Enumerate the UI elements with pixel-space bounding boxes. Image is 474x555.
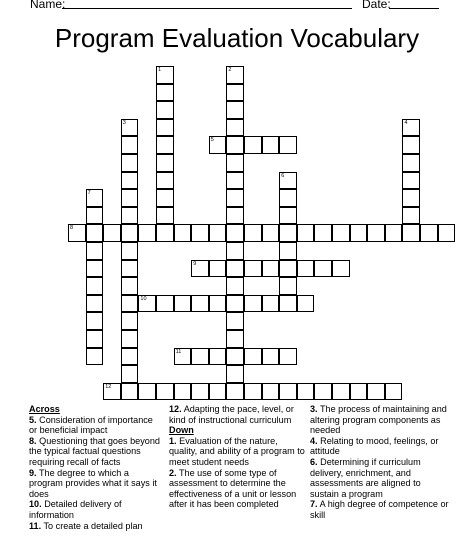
- crossword-cell[interactable]: [314, 224, 332, 242]
- crossword-cell[interactable]: [332, 260, 350, 278]
- crossword-cell[interactable]: [191, 224, 209, 242]
- crossword-cell[interactable]: [174, 348, 192, 366]
- crossword-cell[interactable]: [121, 154, 139, 172]
- crossword-cell[interactable]: [314, 260, 332, 278]
- crossword-cell[interactable]: [191, 383, 209, 401]
- crossword-cell[interactable]: [121, 119, 139, 137]
- crossword-cell[interactable]: [402, 189, 420, 207]
- clue-number: 4: [404, 119, 408, 126]
- clue-number: 2: [228, 67, 232, 73]
- crossword-cell[interactable]: [244, 224, 262, 242]
- crossword-cell[interactable]: [121, 172, 139, 190]
- name-line[interactable]: [62, 8, 352, 9]
- clue-down-4: 4. Relating to mood, feelings, or attitude: [310, 435, 439, 457]
- crossword-cell[interactable]: [350, 224, 368, 242]
- crossword-cell[interactable]: [279, 242, 297, 260]
- crossword-cell[interactable]: [367, 224, 385, 242]
- crossword-cell[interactable]: [385, 224, 403, 242]
- crossword-cell[interactable]: [279, 277, 297, 295]
- clue-number: 10: [140, 295, 147, 302]
- crossword-cell[interactable]: [297, 383, 315, 401]
- crossword-cell[interactable]: [226, 84, 244, 102]
- crossword-cell[interactable]: [156, 224, 174, 242]
- crossword-cell[interactable]: [262, 136, 280, 154]
- crossword-cell[interactable]: [209, 224, 227, 242]
- crossword-cell[interactable]: [156, 119, 174, 137]
- crossword-cell[interactable]: [174, 295, 192, 313]
- crossword-cell[interactable]: [402, 224, 420, 242]
- clue-number: 9: [193, 260, 197, 267]
- clues-column-1: [29, 404, 163, 531]
- crossword-cell[interactable]: [226, 101, 244, 119]
- crossword-cell[interactable]: [68, 224, 86, 242]
- crossword-cell[interactable]: [103, 224, 121, 242]
- crossword-cell[interactable]: [279, 383, 297, 401]
- clue-down-2: 2. The use of some type of assessment to determine the effectiveness of a unit or lesson after it has been completed: [169, 467, 297, 510]
- crossword-cell[interactable]: [156, 295, 174, 313]
- crossword-cell[interactable]: [121, 383, 139, 401]
- crossword-cell[interactable]: [156, 172, 174, 190]
- crossword-cell[interactable]: [226, 119, 244, 137]
- crossword-cell[interactable]: [262, 260, 280, 278]
- crossword-cell[interactable]: [138, 383, 156, 401]
- crossword-cell[interactable]: [279, 295, 297, 313]
- crossword-cell[interactable]: [121, 295, 139, 313]
- clue-across-12: 12. Adapting the pace, level, or kind of instructional curriculum: [169, 404, 294, 425]
- crossword-cell[interactable]: [121, 260, 139, 278]
- crossword-cell[interactable]: [121, 136, 139, 154]
- crossword-cell[interactable]: [226, 242, 244, 260]
- crossword-cell[interactable]: [121, 312, 139, 330]
- crossword-cell[interactable]: [314, 383, 332, 401]
- date-label: Date:: [362, 0, 391, 11]
- clue-number: 7: [87, 190, 91, 197]
- crossword-cell[interactable]: [332, 224, 350, 242]
- name-label: Name:: [30, 0, 66, 11]
- crossword-cell[interactable]: [86, 295, 104, 313]
- crossword-cell[interactable]: [402, 172, 420, 190]
- crossword-cell[interactable]: [209, 260, 227, 278]
- crossword-cell[interactable]: [156, 84, 174, 102]
- crossword-cell[interactable]: [191, 260, 209, 278]
- crossword-cell[interactable]: [226, 365, 244, 383]
- crossword-cell[interactable]: [156, 154, 174, 172]
- crossword-cell[interactable]: [156, 207, 174, 225]
- crossword-cell[interactable]: [226, 136, 244, 154]
- crossword-cell[interactable]: [209, 295, 227, 313]
- crossword-cell[interactable]: [121, 348, 139, 366]
- clue-down-1: 1. Evaluation of the nature, quality, and ability of a program to meet student needs: [169, 435, 305, 467]
- crossword-cell[interactable]: [279, 189, 297, 207]
- crossword-cell[interactable]: [279, 348, 297, 366]
- crossword-cell[interactable]: [297, 295, 315, 313]
- crossword-cell[interactable]: [156, 383, 174, 401]
- crossword-cell[interactable]: [174, 224, 192, 242]
- crossword-cell[interactable]: [262, 383, 280, 401]
- clue-number: 3: [122, 119, 126, 126]
- crossword-cell[interactable]: [385, 383, 403, 401]
- crossword-cell[interactable]: [332, 383, 350, 401]
- clue-number: 8: [70, 225, 74, 232]
- crossword-cell[interactable]: [262, 295, 280, 313]
- clue-across-9: 9. The degree to which a program provides what it says it does: [29, 467, 157, 499]
- clues-column-2: [169, 404, 305, 510]
- crossword-cell[interactable]: [138, 224, 156, 242]
- crossword-cell[interactable]: [121, 189, 139, 207]
- clue-across-11: 11. To create a detailed plan: [29, 520, 143, 531]
- crossword-cell[interactable]: [86, 260, 104, 278]
- crossword-cell[interactable]: [121, 277, 139, 295]
- crossword-cell[interactable]: [121, 224, 139, 242]
- crossword-cell[interactable]: [226, 154, 244, 172]
- crossword-cell[interactable]: [86, 242, 104, 260]
- crossword-cell[interactable]: [279, 172, 297, 190]
- clue-across-5: 5. Consideration of importance or beneficial impact: [29, 414, 153, 436]
- crossword-cell[interactable]: [262, 224, 280, 242]
- crossword-cell[interactable]: [226, 207, 244, 225]
- crossword-cell[interactable]: [226, 312, 244, 330]
- crossword-cell[interactable]: [121, 207, 139, 225]
- crossword-cell[interactable]: [156, 66, 174, 84]
- crossword-cell[interactable]: [86, 207, 104, 225]
- crossword-cell[interactable]: [174, 383, 192, 401]
- crossword-cell[interactable]: [402, 154, 420, 172]
- crossword-cell[interactable]: [86, 330, 104, 348]
- crossword-cell[interactable]: [244, 348, 262, 366]
- crossword-cell[interactable]: [262, 348, 280, 366]
- clue-across-8: 8. Questioning that goes beyond the typical factual questions requiring recall of facts: [29, 435, 160, 467]
- crossword-cell[interactable]: [156, 189, 174, 207]
- page-title: Program Evaluation Vocabulary: [54, 23, 420, 53]
- clue-number: 5: [210, 137, 214, 144]
- crossword-cell[interactable]: [191, 295, 209, 313]
- crossword-cell[interactable]: [279, 260, 297, 278]
- crossword-cell[interactable]: [226, 330, 244, 348]
- crossword-cell[interactable]: [226, 260, 244, 278]
- crossword-cell[interactable]: [226, 172, 244, 190]
- crossword-cell[interactable]: [297, 260, 315, 278]
- crossword-cell[interactable]: [86, 224, 104, 242]
- crossword-cell[interactable]: [367, 383, 385, 401]
- crossword-cell[interactable]: [121, 242, 139, 260]
- clue-down-6: 6. Determining if curriculum delivery, enrichment, and assessments are aligned to sustain a program: [310, 456, 421, 499]
- crossword-cell[interactable]: [121, 365, 139, 383]
- across-heading: Across: [29, 404, 60, 414]
- clue-down-7: 7. A high degree of competence or skill: [310, 499, 449, 520]
- crossword-cell[interactable]: [297, 224, 315, 242]
- crossword-cell[interactable]: [279, 136, 297, 154]
- crossword-cell[interactable]: [244, 383, 262, 401]
- crossword-cell[interactable]: [209, 383, 227, 401]
- crossword-cell[interactable]: [226, 66, 244, 84]
- clue-number: 1: [158, 67, 162, 73]
- crossword-cell[interactable]: [244, 136, 262, 154]
- crossword-cell[interactable]: [420, 224, 438, 242]
- crossword-cell[interactable]: [438, 224, 456, 242]
- crossword-cell[interactable]: [226, 277, 244, 295]
- crossword-cell[interactable]: [244, 260, 262, 278]
- crossword-cell[interactable]: [350, 383, 368, 401]
- crossword-cell[interactable]: [86, 312, 104, 330]
- crossword-cell[interactable]: [86, 348, 104, 366]
- crossword-cell[interactable]: [226, 383, 244, 401]
- clue-down-3: 3. The process of maintaining and altering program components as needed: [310, 404, 447, 436]
- crossword-cell[interactable]: [191, 348, 209, 366]
- crossword-cell[interactable]: [226, 295, 244, 313]
- clue-number: 11: [175, 348, 182, 355]
- crossword-cell[interactable]: [279, 224, 297, 242]
- down-heading: Down: [169, 425, 194, 436]
- crossword-cell[interactable]: [244, 295, 262, 313]
- crossword-cell[interactable]: [86, 189, 104, 207]
- crossword-cell[interactable]: [209, 136, 227, 154]
- clue-across-10: 10. Detailed delivery of information: [29, 499, 122, 520]
- crossword-cell[interactable]: [402, 136, 420, 154]
- crossword-cell[interactable]: [279, 207, 297, 225]
- clue-number: 6: [281, 172, 285, 179]
- crossword-cell[interactable]: [156, 136, 174, 154]
- crossword-cell[interactable]: [402, 207, 420, 225]
- crossword-cell[interactable]: [226, 348, 244, 366]
- crossword-cell[interactable]: [121, 330, 139, 348]
- crossword-cell[interactable]: [156, 101, 174, 119]
- crossword-cell[interactable]: [226, 224, 244, 242]
- crossword-cell[interactable]: [209, 348, 227, 366]
- date-line[interactable]: [389, 8, 439, 9]
- crossword-cell[interactable]: [138, 295, 156, 313]
- crossword-cell[interactable]: [226, 189, 244, 207]
- crossword-cell[interactable]: [402, 119, 420, 137]
- clues-column-3: [310, 404, 450, 521]
- crossword-cell[interactable]: [103, 383, 121, 401]
- clue-number: 12: [105, 383, 112, 390]
- crossword-cell[interactable]: [86, 277, 104, 295]
